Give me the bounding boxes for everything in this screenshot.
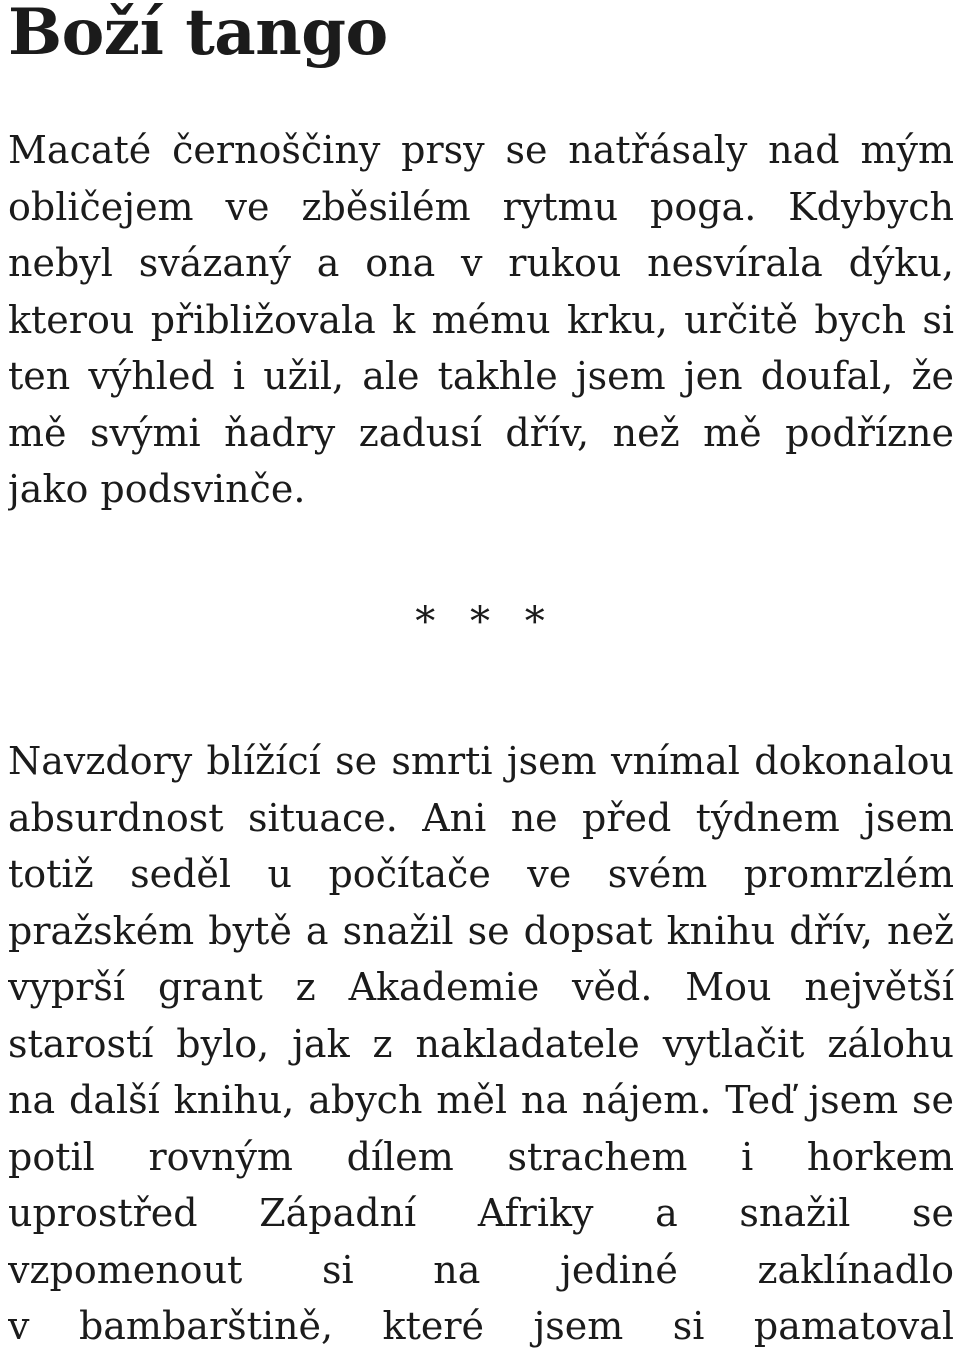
text-line: na další knihu, abych měl na nájem. Teď jsem se (8, 1078, 954, 1122)
text-line: obličejem ve zběsilém rytmu poga. Kdybych (8, 184, 954, 229)
text-line: totiž seděl u počítače ve svém promrzlém (8, 852, 954, 896)
text-line: v bambarštině, které jsem si pamatoval (8, 1304, 954, 1348)
text-line: nebyl svázaný a ona v rukou nesvírala dýku, (8, 241, 954, 285)
text-line: potil rovným dílem strachem i horkem (8, 1134, 954, 1179)
text-line: mě svými ňadry zadusí dřív, než mě podřízne (8, 410, 954, 455)
text-line: absurdnost situace. Ani ne před týdnem jsem (8, 795, 954, 840)
text-line: vzpomenout si na jediné zaklínadlo (8, 1247, 954, 1292)
text-line: vyprší grant z Akademie věd. Mou největší (8, 965, 954, 1009)
paragraph-2 (8, 733, 954, 1355)
section-separator: * * * (415, 599, 545, 645)
text-line: ten výhled i užil, ale takhle jsem jen doufal, že (8, 354, 954, 398)
chapter-title: Boží tango (8, 0, 388, 70)
text-line: jako podsvinče. (8, 467, 306, 511)
text-line: Navzdory blížící se smrti jsem vnímal dokonalou (8, 739, 954, 783)
text-line: uprostřed Západní Afriky a snažil se (8, 1191, 954, 1235)
text-line: kterou přibližovala k mému krku, určitě bych si (8, 297, 954, 342)
text-line: pražském bytě a snažil se dopsat knihu dřív, než (8, 908, 954, 953)
text-line: Macaté černoščiny prsy se natřásaly nad mým (8, 128, 954, 172)
paragraph-1 (8, 122, 954, 518)
text-line: starostí bylo, jak z nakladatele vytlačit zálohu (8, 1021, 954, 1066)
